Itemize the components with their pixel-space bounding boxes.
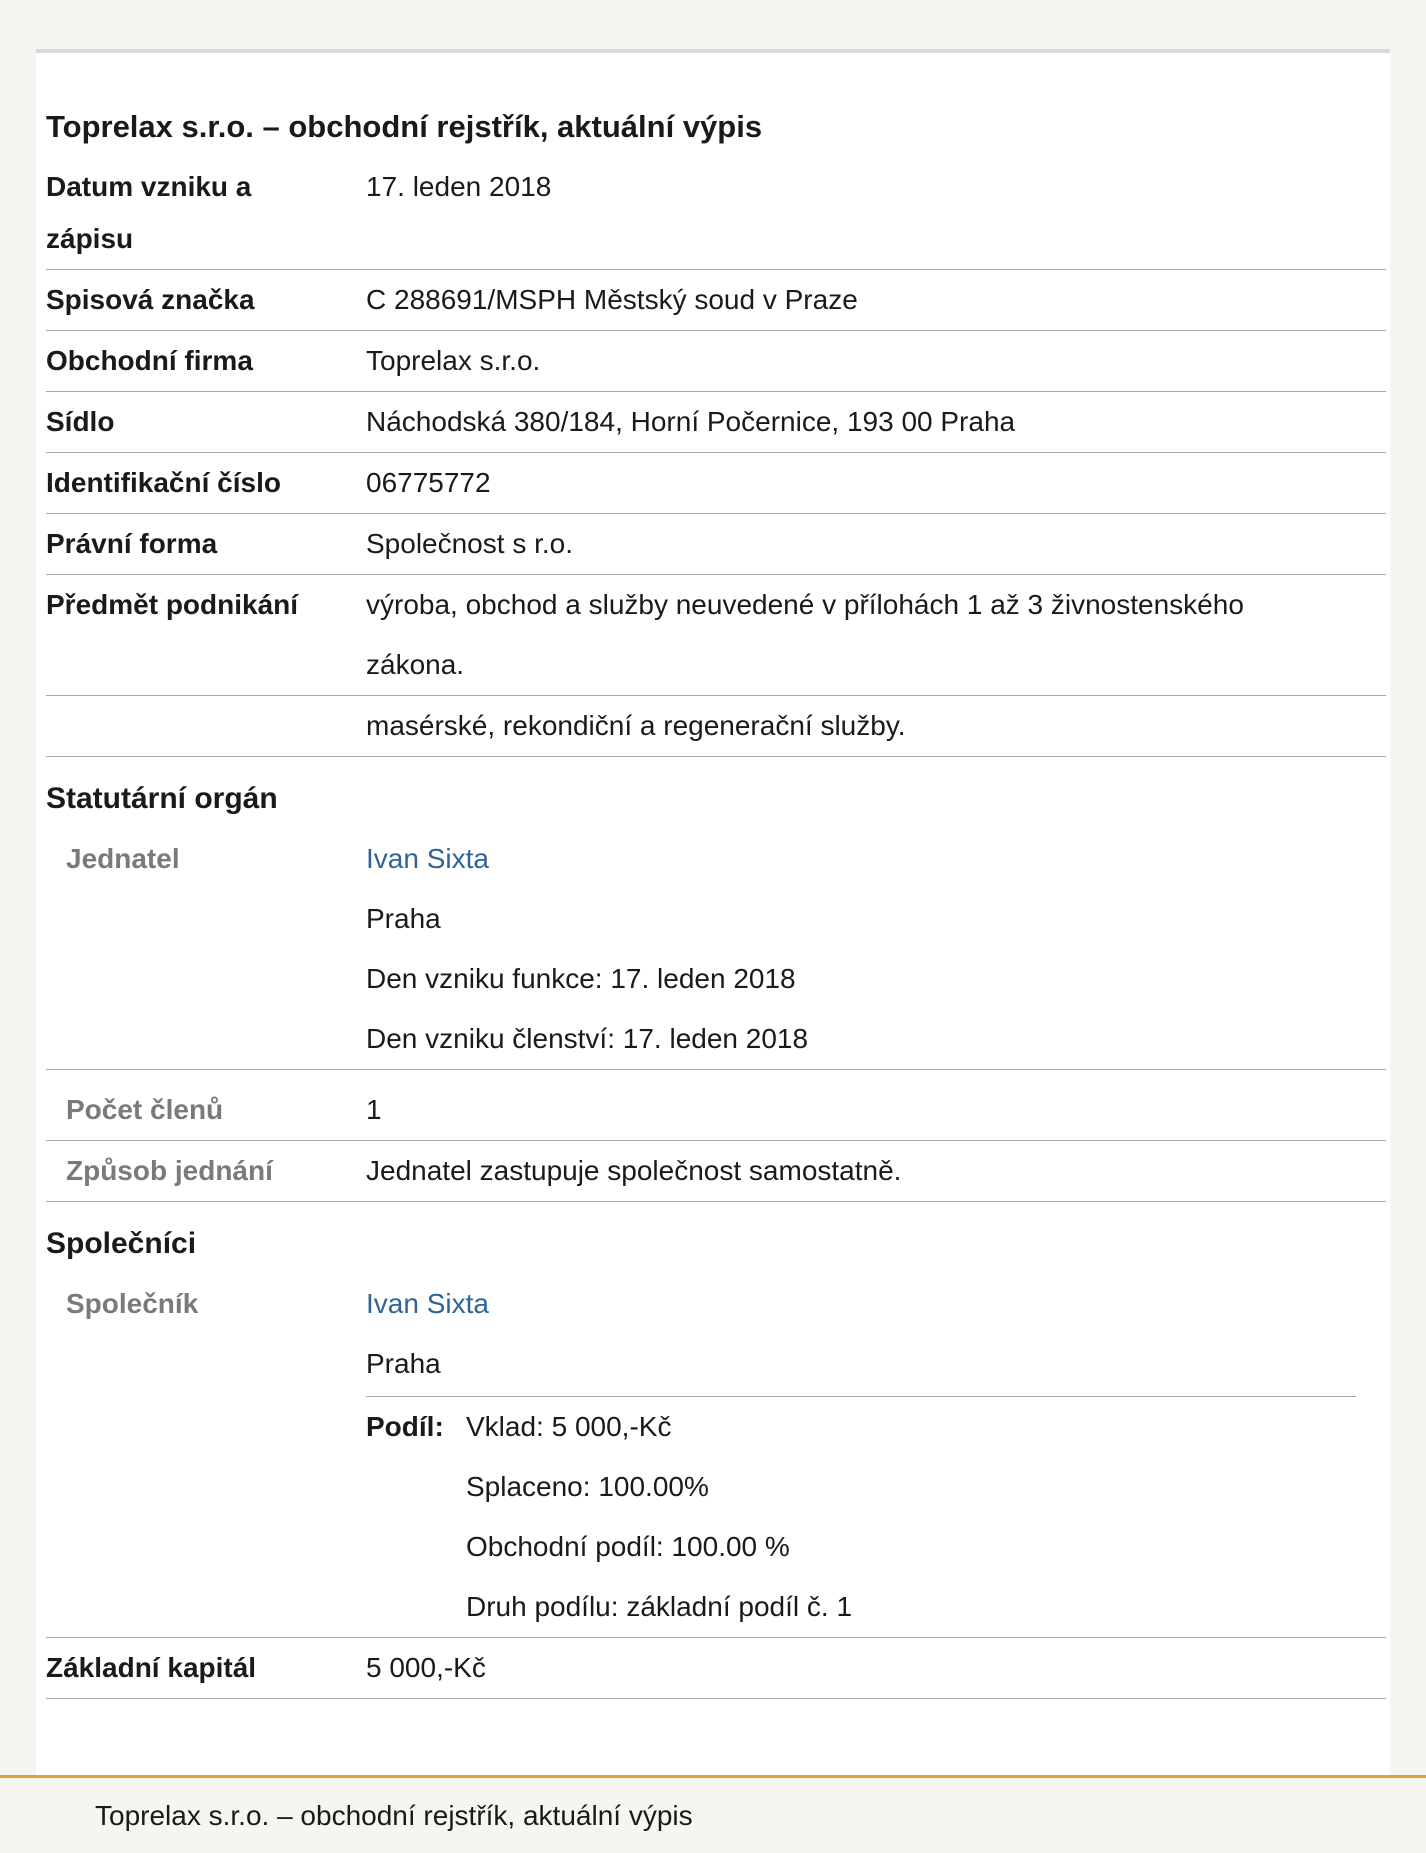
value-jednatel	[366, 829, 1386, 1069]
podil-label: Podíl:	[366, 1411, 444, 1442]
jednatel-funkce: Den vzniku funkce: 17. leden 2018	[366, 963, 796, 994]
value-predmet-2: masérské, rekondiční a regenerační služby.	[366, 710, 906, 741]
row-sidlo	[46, 392, 1386, 453]
row-predmet	[46, 575, 1386, 696]
spacer	[46, 1070, 1386, 1080]
label-firma: Obchodní firma	[46, 345, 253, 376]
footer-text: Toprelax s.r.o. – obchodní rejstřík, aktuální výpis	[95, 1800, 693, 1831]
value-forma: Společnost s r.o.	[366, 528, 574, 559]
podil-obchodni: Obchodní podíl: 100.00 %	[466, 1531, 790, 1562]
row-ico	[46, 453, 1386, 514]
label-forma: Právní forma	[46, 528, 218, 559]
row-kapital	[46, 1638, 1386, 1699]
podil-details	[466, 1397, 852, 1637]
value-spisova: C 288691/MSPH Městský soud v Praze	[366, 284, 858, 315]
spolecnik-name-link[interactable]: Ivan Sixta	[366, 1288, 489, 1319]
row-spisova	[46, 270, 1386, 331]
footer	[0, 1775, 1426, 1853]
label-kapital: Základní kapitál	[46, 1652, 257, 1683]
label-ico: Identifikační číslo	[46, 467, 281, 498]
jednatel-city: Praha	[366, 903, 441, 934]
value-predmet-1: výroba, obchod a služby neuvedené v přílohách 1 až 3 živnostenského zákona.	[366, 589, 1244, 680]
label-datum: Datum vzniku a zápisu	[46, 171, 252, 254]
row-forma	[46, 514, 1386, 575]
row-jednatel	[46, 829, 1386, 1070]
jednatel-clenstvi: Den vzniku členství: 17. leden 2018	[366, 1023, 809, 1054]
spolecnik-city: Praha	[366, 1348, 441, 1379]
section-statutarni: Statutární orgán	[46, 782, 278, 815]
value-spolecnik	[366, 1274, 1386, 1637]
jednatel-name-link[interactable]: Ivan Sixta	[366, 843, 489, 874]
label-spisova: Spisová značka	[46, 284, 255, 315]
value-pocet: 1	[366, 1094, 382, 1125]
row-pocet	[46, 1080, 1386, 1141]
value-datum: 17. leden 2018	[366, 171, 552, 202]
label-spolecnik: Společník	[66, 1288, 199, 1319]
label-jednatel: Jednatel	[66, 843, 180, 874]
registry-content	[46, 97, 1386, 1699]
value-sidlo: Náchodská 380/184, Horní Počernice, 193 00 Praha	[366, 406, 1016, 437]
podil-vklad: Vklad: 5 000,-Kč	[466, 1411, 672, 1442]
label-predmet: Předmět podnikání	[46, 589, 299, 620]
row-spolecnik	[46, 1274, 1386, 1638]
row-zpusob	[46, 1141, 1386, 1202]
section-spolecnici: Společníci	[46, 1227, 197, 1260]
page-title: Toprelax s.r.o. – obchodní rejstřík, aktuální výpis	[46, 109, 763, 144]
value-zpusob: Jednatel zastupuje společnost samostatně.	[366, 1155, 902, 1186]
registry-card	[36, 49, 1390, 1779]
podil-druh: Druh podílu: základní podíl č. 1	[466, 1591, 853, 1622]
row-datum	[46, 157, 1386, 270]
row-predmet-2	[46, 696, 1386, 757]
podil-block	[366, 1396, 1356, 1637]
label-sidlo: Sídlo	[46, 406, 115, 437]
label-zpusob: Způsob jednání	[66, 1155, 273, 1186]
label-pocet: Počet členů	[66, 1094, 224, 1125]
value-kapital: 5 000,-Kč	[366, 1652, 486, 1683]
value-ico: 06775772	[366, 467, 491, 498]
row-firma	[46, 331, 1386, 392]
podil-splaceno: Splaceno: 100.00%	[466, 1471, 709, 1502]
value-firma: Toprelax s.r.o.	[366, 345, 541, 376]
label-predmet-empty	[46, 696, 366, 756]
